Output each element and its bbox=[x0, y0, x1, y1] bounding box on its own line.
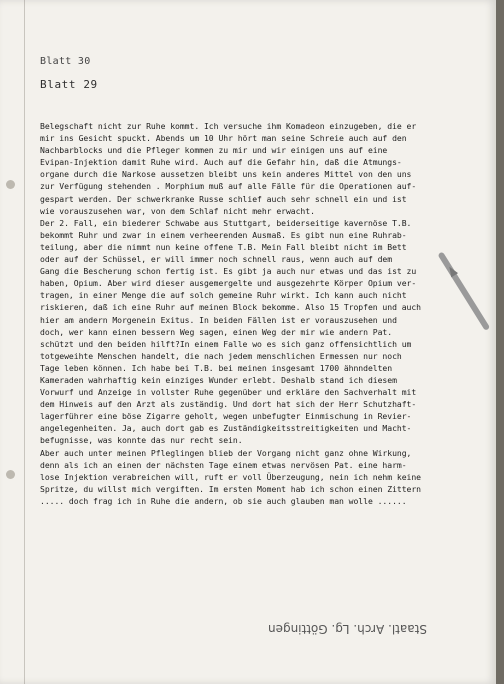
text-line: Tage leben können. Ich habe bei T.B. bei meinen insgesamt 1700 ähnndelten bbox=[40, 362, 393, 373]
text-line: denn als ich an einen der nächsten Tage einem etwas nervösen Pat. eine harm- bbox=[40, 459, 407, 470]
text-line: oder auf der Schüssel, er will immer noch schnell raus, wenn auch auf dem bbox=[40, 254, 393, 265]
page-fold-line bbox=[24, 0, 25, 684]
text-line: schützt und den beiden hilft?In einem Falle wo es sich ganz offensichtlich um bbox=[40, 338, 412, 349]
page-label: Blatt 29 bbox=[40, 78, 98, 91]
text-line: angelegenheiten. Ja, auch dort gab es Zuständigkeitsstreitigkeiten und Macht- bbox=[40, 423, 412, 434]
text-line: befugnisse, was konnte das nur recht sein. bbox=[40, 435, 243, 446]
text-line: hier am andern Morgenein Exitus. In beiden Fällen ist er vorauszusehen und bbox=[40, 314, 397, 325]
text-line: Belegschaft nicht zur Ruhe kommt. Ich versuche ihm Komadeon einzugeben, die er bbox=[40, 121, 417, 131]
text-line: dem Hinweis auf den Arzt als zuständig. Und dort hat sich der Herr Schutzhaft- bbox=[40, 399, 417, 410]
text-line: Nachbarblocks und die Pfleger kommen zu mir und wir einigen uns auf eine bbox=[40, 145, 388, 156]
sheet-number-stamp: Blatt 30 bbox=[40, 56, 91, 67]
text-line: organe durch die Narkose aussetzen bleibt uns kein anderes Mittel von den uns bbox=[40, 169, 412, 180]
text-line: Der 2. Fall, ein biederer Schwabe aus Stuttgart, beiderseitige kavernöse T.B. bbox=[40, 217, 412, 228]
text-line: teilung, aber die nimmt nun keine offene T.B. Mein Fall bleibt nicht im Bett bbox=[40, 241, 407, 252]
text-line: gespart werden. Der schwerkranke Russe schlief auch sehr schnell ein und ist bbox=[40, 193, 407, 204]
text-line: bekommt Ruhr und zwar in einem verheerenden Ausmaß. Es gibt nun eine Ruhrab- bbox=[40, 229, 407, 240]
archive-stamp: Staatl. Arch. Lg. Göttingen bbox=[268, 622, 427, 636]
text-line: haben, Opium. Aber wird dieser ausgemergelte und ausgezehrte Körper Opium ver- bbox=[40, 278, 417, 289]
text-line: lagerführer eine böse Zigarre geholt, wegen unbefugter Einmischung in Revier- bbox=[40, 411, 412, 422]
text-line: Gang die Bescherung schon fertig ist. Es gibt ja auch nur etwas und das ist zu bbox=[40, 266, 417, 277]
text-line: riskieren, daß ich eine Ruhr auf meinen Block bekomme. Also 15 Tropfen und auch bbox=[40, 302, 422, 313]
text-line: lose Injektion verabreichen will, ruft er voll Überzeugung, nein ich nehm keine bbox=[40, 471, 422, 482]
text-line: Vorwurf und Anzeige in vollster Ruhe gegenüber und erkläre den Sachverhalt mit bbox=[40, 387, 417, 398]
text-line: totgeweihte Menschen handelt, die nach jedem menschlichen Ermessen nur noch bbox=[40, 350, 402, 361]
text-line: Evipan-Injektion damit Ruhe wird. Auch auf die Gefahr hin, daß die Atmungs- bbox=[40, 157, 402, 168]
punch-hole bbox=[6, 180, 15, 189]
text-line: Kameraden wahrhaftig kein einziges Wunder erlebt. Deshalb stand ich diesem bbox=[40, 374, 397, 385]
punch-hole bbox=[6, 470, 15, 479]
text-line: doch, wer kann einen bessern Weg sagen, einen Weg der mir wie andern Pat. bbox=[40, 326, 393, 337]
text-line: Aber auch unter meinen Pfleglingen blieb der Vorgang nicht ganz ohne Wirkung, bbox=[40, 447, 412, 458]
text-line: wie vorauszusehen war, von dem Schlaf nicht mehr erwacht. bbox=[40, 205, 315, 216]
text-line: ..... doch frag ich in Ruhe die andern, ob sie auch glauben man wolle ...... bbox=[40, 495, 407, 506]
text-line: mir ins Gesicht spuckt. Abends um 10 Uhr hört man seine Schreie auch auf den bbox=[40, 133, 407, 144]
typewritten-body bbox=[40, 120, 490, 507]
text-line: Spritze, du willst mich vergiften. Im ersten Moment hab ich schon einen Zittern bbox=[40, 483, 422, 494]
text-line: zur Verfügung stehenden . Morphium muß auf alle Fälle für die Operationen auf- bbox=[40, 181, 417, 192]
text-line: tragen, in einer Menge die auf solch gemeine Ruhr wirkt. Ich kann auch nicht bbox=[40, 290, 407, 301]
